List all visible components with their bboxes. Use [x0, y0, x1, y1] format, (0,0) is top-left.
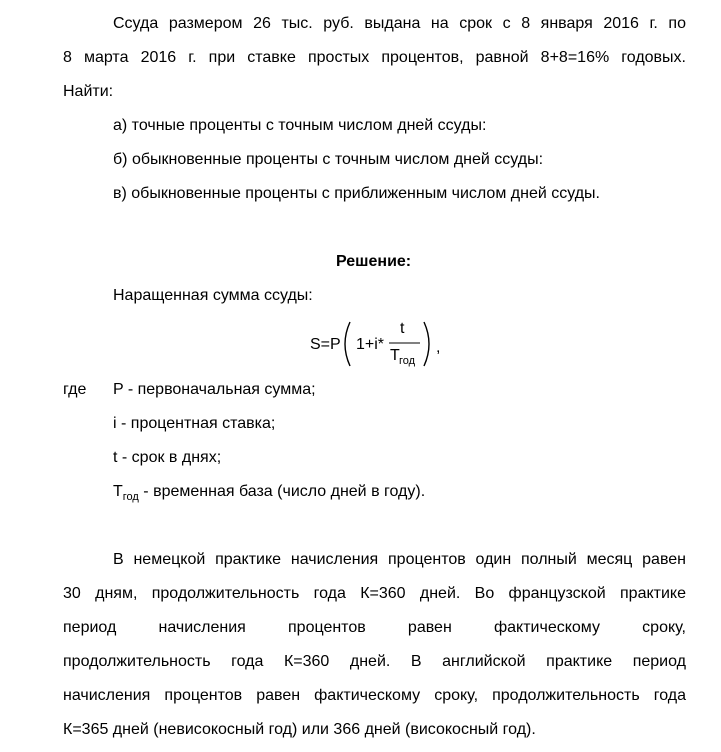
- formula-right-paren: [424, 322, 429, 366]
- paragraph-line-5: начисления процентов равен фактическому сроку, продолжительность года: [63, 687, 686, 704]
- tgod-text: - временная база (число дней в году).: [138, 483, 426, 500]
- problem-item-c: в) обыкновенные проценты с приближенным числом дней ссуды.: [113, 185, 600, 202]
- definition-p: P - первоначальная сумма;: [113, 381, 316, 398]
- problem-item-b: б) обыкновенные проценты с точным числом дней ссуды:: [113, 151, 544, 168]
- formula-lhs: S=P: [310, 336, 341, 353]
- definition-t: t - срок в днях;: [113, 449, 222, 466]
- tgod-sub: год: [122, 491, 139, 503]
- solution-heading: Решение:: [336, 253, 412, 270]
- problem-item-a: а) точные проценты с точным числом дней ссуды:: [113, 117, 487, 134]
- problem-line-1: Ссуда размером 26 тыс. руб. выдана на срок с 8 января 2016 г. по: [113, 15, 686, 32]
- formula-left-paren: [345, 322, 350, 366]
- where-label: где: [63, 381, 87, 398]
- formula-trailing-comma: ,: [436, 339, 441, 356]
- formula-denominator-sub: год: [399, 355, 416, 367]
- interest-formula: [310, 316, 450, 372]
- paragraph-line-2: 30 дням, продолжительность года К=360 дней. Во французской практике: [63, 585, 686, 602]
- paragraph-line-3: период начисления процентов равен фактическому сроку,: [63, 619, 686, 636]
- definition-tgod: [113, 482, 425, 503]
- problem-line-2: 8 марта 2016 г. при ставке простых процентов, равной 8+8=16% годовых.: [63, 49, 686, 66]
- formula-denominator-base: T: [390, 347, 400, 364]
- tgod-base: T: [113, 483, 123, 500]
- paragraph-line-6: К=365 дней (невисокосный год) или 366 дней (високосный год).: [63, 721, 536, 738]
- solution-intro: Наращенная сумма ссуды:: [113, 287, 313, 304]
- paragraph-line-4: продолжительность года К=360 дней. В английской практике период: [63, 653, 686, 670]
- paragraph-line-1: В немецкой практике начисления процентов один полный месяц равен: [113, 551, 686, 568]
- formula-inner: 1+i*: [356, 336, 385, 353]
- problem-line-3: Найти:: [63, 83, 114, 100]
- formula-numerator: t: [400, 320, 405, 337]
- definition-i: i - процентная ставка;: [113, 415, 276, 432]
